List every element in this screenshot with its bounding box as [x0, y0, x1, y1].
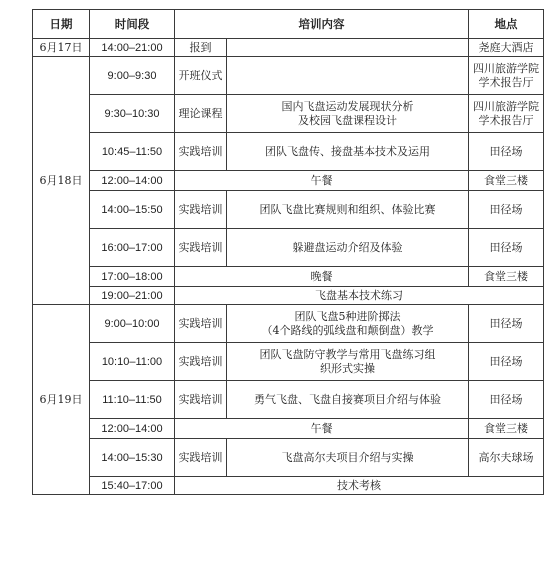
type-cell: 实践培训 — [175, 191, 227, 229]
place-cell: 食堂三楼 — [469, 419, 544, 439]
meal-cell: 午餐 — [175, 419, 469, 439]
type-cell: 实践培训 — [175, 133, 227, 171]
content-cell: 团队飞盘5种进阶掷法 （4个路线的弧线盘和颠倒盘）教学 — [227, 305, 469, 343]
schedule-row — [33, 287, 544, 305]
type-cell: 实践培训 — [175, 305, 227, 343]
type-cell: 实践培训 — [175, 439, 227, 477]
place-cell: 食堂三楼 — [469, 171, 544, 191]
time-cell: 16:00–17:00 — [90, 229, 175, 267]
place-cell: 田径场 — [469, 229, 544, 267]
schedule-row — [33, 439, 544, 477]
content-cell — [227, 57, 469, 95]
header-place: 地点 — [469, 10, 544, 39]
content-cell: 团队飞盘比赛规则和组织、体验比赛 — [227, 191, 469, 229]
schedule-body — [33, 39, 544, 495]
place-cell: 四川旅游学院 学术报告厅 — [469, 57, 544, 95]
type-cell: 报到 — [175, 39, 227, 57]
schedule-row — [33, 95, 544, 133]
time-cell: 11:10–11:50 — [90, 381, 175, 419]
schedule-row — [33, 343, 544, 381]
date-cell: 6月17日 — [33, 39, 90, 57]
time-cell: 14:00–15:50 — [90, 191, 175, 229]
schedule-row — [33, 305, 544, 343]
header-content: 培训内容 — [175, 10, 469, 39]
place-cell: 田径场 — [469, 381, 544, 419]
time-cell: 9:30–10:30 — [90, 95, 175, 133]
content-cell: 躲避盘运动介绍及体验 — [227, 229, 469, 267]
place-cell: 田径场 — [469, 133, 544, 171]
type-cell: 开班仪式 — [175, 57, 227, 95]
time-cell: 14:00–15:30 — [90, 439, 175, 477]
schedule-row — [33, 267, 544, 287]
schedule-row — [33, 39, 544, 57]
type-cell: 理论课程 — [175, 95, 227, 133]
header-date: 日期 — [33, 10, 90, 39]
schedule-row — [33, 419, 544, 439]
schedule-row — [33, 133, 544, 171]
time-cell: 9:00–10:00 — [90, 305, 175, 343]
schedule-row — [33, 191, 544, 229]
schedule-table — [32, 9, 544, 495]
type-cell: 实践培训 — [175, 343, 227, 381]
date-cell: 6月19日 — [33, 305, 90, 495]
place-cell: 田径场 — [469, 343, 544, 381]
schedule-row — [33, 57, 544, 95]
schedule-row — [33, 229, 544, 267]
time-cell: 10:45–11:50 — [90, 133, 175, 171]
time-cell: 12:00–14:00 — [90, 419, 175, 439]
schedule-row — [33, 381, 544, 419]
time-cell: 15:40–17:00 — [90, 477, 175, 495]
place-cell: 食堂三楼 — [469, 267, 544, 287]
place-cell: 田径场 — [469, 305, 544, 343]
content-cell: 勇气飞盘、飞盘自接赛项目介绍与体验 — [227, 381, 469, 419]
time-cell: 17:00–18:00 — [90, 267, 175, 287]
content-cell: 飞盘高尔夫项目介绍与实操 — [227, 439, 469, 477]
time-cell: 19:00–21:00 — [90, 287, 175, 305]
type-cell: 实践培训 — [175, 381, 227, 419]
content-cell: 国内飞盘运动发展现状分析 及校园飞盘课程设计 — [227, 95, 469, 133]
activity-cell: 技术考核 — [175, 477, 544, 495]
meal-cell: 晚餐 — [175, 267, 469, 287]
type-cell: 实践培训 — [175, 229, 227, 267]
header-time: 时间段 — [90, 10, 175, 39]
content-cell: 团队飞盘防守教学与常用飞盘练习组 织形式实操 — [227, 343, 469, 381]
schedule-row — [33, 477, 544, 495]
header-row — [33, 10, 544, 39]
date-cell: 6月18日 — [33, 57, 90, 305]
place-cell: 田径场 — [469, 191, 544, 229]
time-cell: 12:00–14:00 — [90, 171, 175, 191]
content-cell — [227, 39, 469, 57]
place-cell: 四川旅游学院 学术报告厅 — [469, 95, 544, 133]
meal-cell: 午餐 — [175, 171, 469, 191]
place-cell: 尧庭大酒店 — [469, 39, 544, 57]
content-cell: 团队飞盘传、接盘基本技术及运用 — [227, 133, 469, 171]
schedule-row — [33, 171, 544, 191]
time-cell: 14:00–21:00 — [90, 39, 175, 57]
time-cell: 10:10–11:00 — [90, 343, 175, 381]
time-cell: 9:00–9:30 — [90, 57, 175, 95]
activity-cell: 飞盘基本技术练习 — [175, 287, 544, 305]
place-cell: 高尔夫球场 — [469, 439, 544, 477]
